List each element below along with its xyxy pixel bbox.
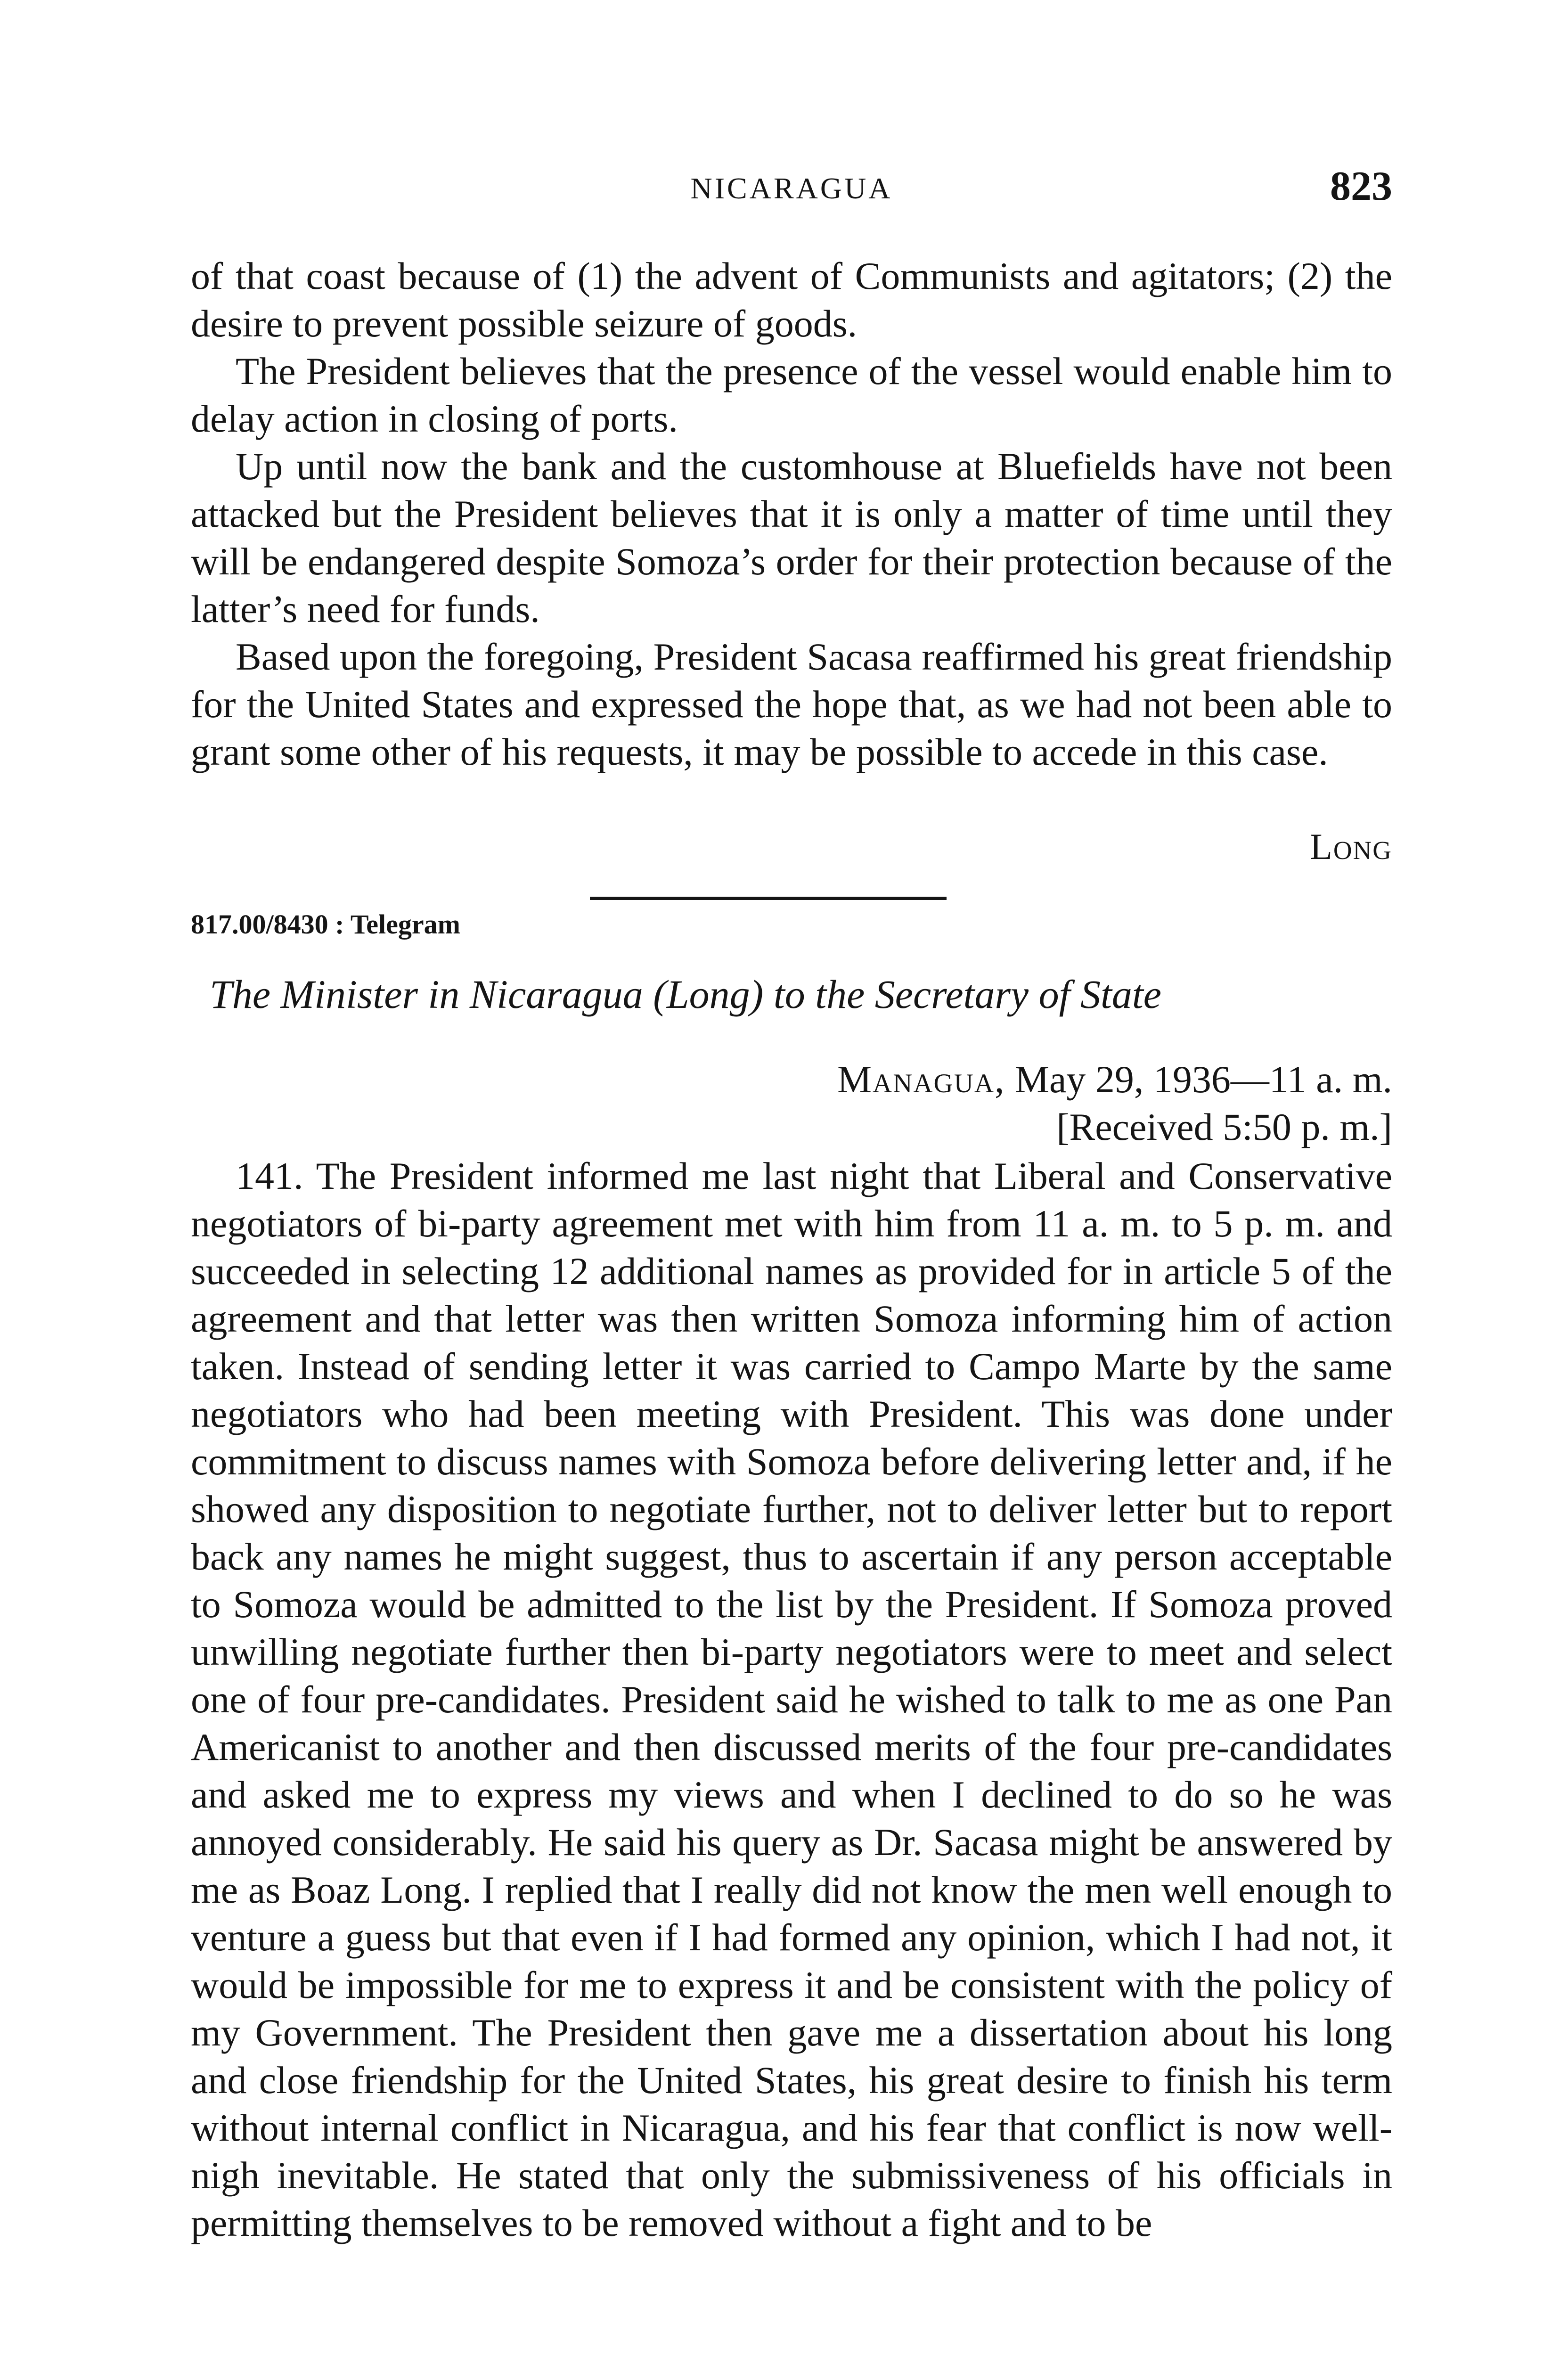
page-header	[191, 163, 1392, 214]
page-number: 823	[1330, 164, 1392, 209]
running-head: NICARAGUA	[690, 172, 893, 205]
document-title: The Minister in Nicaragua (Long) to the Secretary of State	[210, 972, 1161, 1017]
telegram-body	[191, 1152, 1392, 2247]
continued-text	[191, 252, 1392, 776]
section-divider	[590, 897, 947, 900]
paragraph: of that coast because of (1) the advent of Communists and agitators; (2) the desire to prevent possible seizure of goods.	[191, 254, 1392, 345]
dateline-city: Managua,	[837, 1058, 1005, 1101]
paragraph: Based upon the foregoing, President Sacasa reaffirmed his great friendship for the United States and expressed the hope that, as we had not been able to grant some other of his requests, it may be possible to accede in this case.	[191, 635, 1392, 773]
received-time: [Received 5:50 p. m.]	[1056, 1105, 1392, 1148]
dateline-place-date	[837, 1055, 1392, 1103]
dateline-date: May 29, 1936—11 a. m.	[1005, 1058, 1392, 1101]
paragraph: 141. The President informed me last night that Liberal and Conservative negotiators of bi-party agreement met with him from 11 a. m. to 5 p. m. and succeeded in selecting 12 additional names as provided for in article 5 of the agreement and that letter was then written Somoza informing him of action taken. Instead of sending letter it was carried to Campo Marte by the same negotiators who had been meeting with President. This was done under commitment to discuss names with Somoza before delivering letter and, if he showed any disposition to negotiate further, not to deliver letter but to report back any names he might suggest, thus to ascertain if any person acceptable to Somoza would be admitted to the list by the President. If Somoza proved unwilling negotiate further then bi-party negotiators were to meet and select one of four pre-candidates. President said he wished to talk to me as one Pan Americanist to another and then discussed merits of the four pre-candidates and asked me to express my views and when I declined to do so he was annoyed considerably. He said his query as Dr. Sacasa might be answered by me as Boaz Long. I replied that I really did not know the men well enough to venture a guess but that even if I had formed any opinion, which I had not, it would be impossible for me to express it and be consistent with the policy of my Government. The President then gave me a dissertation about his long and close friendship for the United States, his great desire to finish his term without internal conflict in Nicaragua, and his fear that conflict is now well-nigh inevitable. He stated that only the submissiveness of his officials in permitting themselves to be removed without a fight and to be	[191, 1154, 1392, 2244]
paragraph: Up until now the bank and the customhouse at Bluefields have not been attacked but the President believes that it is only a matter of time until they will be endangered despite Somoza’s order for their protection because of the latter’s need for funds.	[191, 445, 1392, 630]
paragraph: The President believes that the presence of the vessel would enable him to delay action in closing of ports.	[191, 350, 1392, 440]
signature: Long	[1310, 826, 1392, 867]
dateline	[837, 1055, 1392, 1151]
file-reference: 817.00/8430 : Telegram	[191, 909, 460, 940]
